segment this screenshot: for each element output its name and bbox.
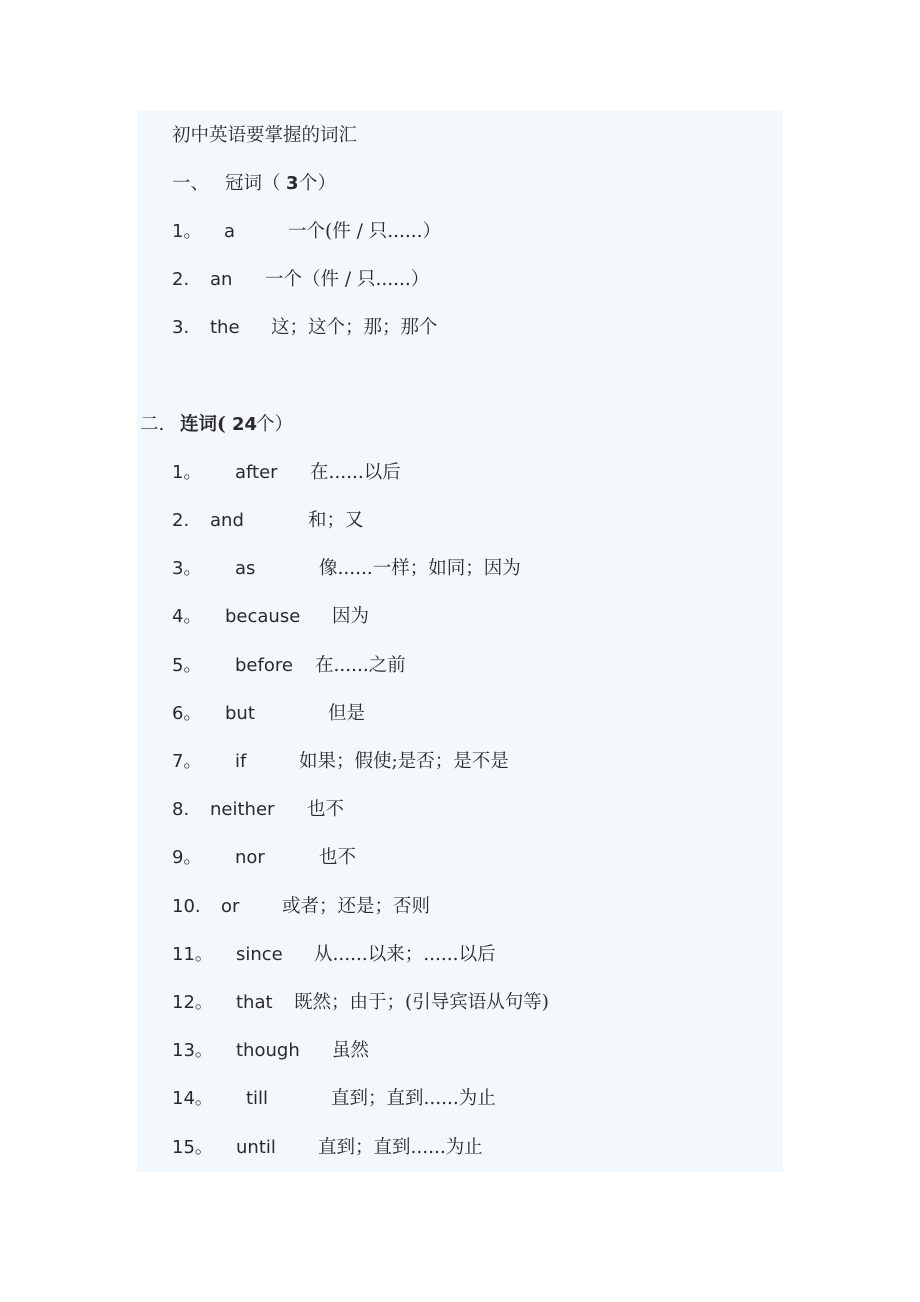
section-suffix: 个） <box>256 414 294 435</box>
section-number: 一、 <box>172 173 210 194</box>
item-meaning: 直到；直到......为止 <box>318 1137 483 1158</box>
item-word: an <box>210 269 233 290</box>
item-number: 7。 <box>172 751 202 772</box>
item-number: 15。 <box>172 1137 213 1158</box>
item-meaning: 直到；直到......为止 <box>331 1088 496 1109</box>
item-word: the <box>210 317 240 338</box>
section-count: 3 <box>286 173 299 194</box>
item-meaning: 也不 <box>307 799 345 820</box>
item-number: 1。 <box>172 462 202 483</box>
item-word: because <box>225 606 301 627</box>
item-meaning: 如果；假使;是否；是不是 <box>299 751 509 772</box>
title-text: 初中英语要掌握的词汇 <box>172 125 358 146</box>
item-word: that <box>236 992 273 1013</box>
item-meaning: 一个(件 / 只......） <box>288 221 441 242</box>
item-word: until <box>236 1137 276 1158</box>
item-number: 6。 <box>172 703 202 724</box>
item-word: after <box>235 462 278 483</box>
item-meaning: 或者；还是；否则 <box>282 896 431 917</box>
section-number: 二. <box>140 414 165 435</box>
item-meaning: 但是 <box>328 703 366 724</box>
item-number: 2. <box>172 269 190 290</box>
item-number: 8. <box>172 799 190 820</box>
item-word: till <box>246 1088 269 1109</box>
item-number: 11。 <box>172 944 213 965</box>
item-word: a <box>224 221 236 242</box>
item-number: 12。 <box>172 992 213 1013</box>
item-meaning: 因为 <box>332 606 370 627</box>
item-word: since <box>236 944 283 965</box>
item-meaning: 也不 <box>319 847 357 868</box>
item-word: before <box>235 655 293 676</box>
item-number: 1。 <box>172 221 202 242</box>
item-word: or <box>221 896 240 917</box>
item-meaning: 在......之前 <box>315 655 406 676</box>
item-word: if <box>235 751 247 772</box>
item-word: as <box>235 558 256 579</box>
item-word: though <box>236 1040 300 1061</box>
item-number: 4。 <box>172 606 202 627</box>
item-meaning: 从......以来；......以后 <box>314 944 496 965</box>
item-number: 10. <box>172 896 201 917</box>
item-meaning: 一个（件 / 只......） <box>265 269 430 290</box>
item-word: nor <box>235 847 265 868</box>
section-suffix: 个） <box>299 173 337 194</box>
item-meaning: 既然；由于；(引导宾语从句等) <box>294 992 549 1013</box>
item-word: neither <box>210 799 275 820</box>
item-meaning: 虽然 <box>332 1040 370 1061</box>
item-meaning: 在......以后 <box>310 462 401 483</box>
item-number: 2. <box>172 510 190 531</box>
section-name: 连词( <box>180 414 226 435</box>
item-number: 3. <box>172 317 190 338</box>
item-meaning: 像......一样；如同；因为 <box>319 558 521 579</box>
section-name: 冠词（ <box>225 173 281 194</box>
item-word: but <box>225 703 255 724</box>
section-count: 24 <box>232 414 258 435</box>
item-number: 5。 <box>172 655 202 676</box>
item-number: 13。 <box>172 1040 213 1061</box>
item-number: 14。 <box>172 1088 213 1109</box>
item-number: 9。 <box>172 847 202 868</box>
item-meaning: 这；这个；那；那个 <box>271 317 438 338</box>
item-word: and <box>210 510 244 531</box>
item-number: 3。 <box>172 558 202 579</box>
item-meaning: 和；又 <box>308 510 364 531</box>
